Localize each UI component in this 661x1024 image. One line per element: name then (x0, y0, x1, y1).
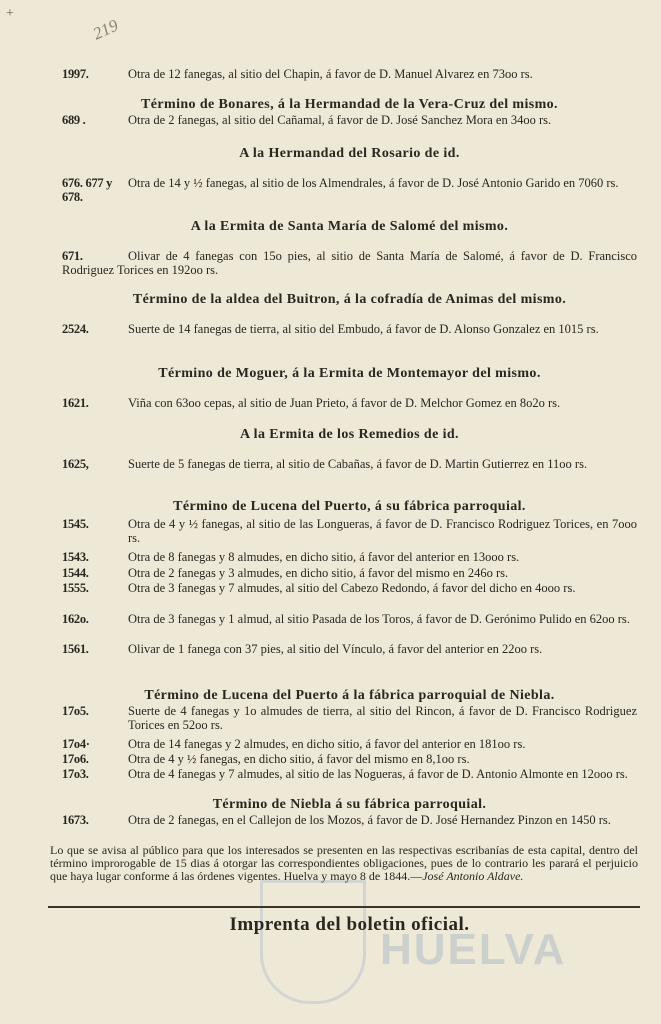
entry-number: 162o. (62, 612, 89, 626)
section-heading: Término de Niebla á su fábrica parroquial. (212, 797, 487, 812)
section-heading: Término de Lucena del Puerto, á su fábrica parroquial. (173, 499, 526, 514)
entry-1561 (62, 642, 637, 656)
entry-text: Otra de 8 fanegas y 8 almudes, en dicho sitio, á favor del anterior en 13ooo rs. (128, 550, 520, 564)
entry-1544 (62, 566, 637, 580)
notice-body: Lo que se avisa al público para que los interesados se presenten en las respectivas escribanías de esta capital, dentro del término improrogable de 15 dias á otorgar las correspondientes obligaciones, pues de lo contrario les parará el perjuicio que haya lugar conforme á las órdenes vigentes. Huelva y mayo 8 de 1844. (50, 843, 638, 884)
entry-number: 671. (62, 249, 83, 263)
entry-text: Viña con 63oo cepas, al sitio de Juan Prieto, á favor de D. Melchor Gomez en 8o2o rs. (128, 396, 561, 410)
entry-text: Otra de 14 fanegas y 2 almudes, en dicho sitio, á favor del anterior en 181oo rs. (128, 737, 526, 751)
entry-number: 1997. (62, 67, 89, 81)
entry-text: Suerte de 5 fanegas de tierra, al sitio de Cabañas, á favor de D. Martin Gutierrez en 11oo rs. (128, 457, 588, 471)
entry-1705 (62, 704, 637, 732)
entry-number: 17o5. (62, 704, 89, 718)
entry-1545 (62, 517, 637, 545)
entry-text: Otra de 2 fanegas, en el Callejon de los Mozos, á favor de D. José Hernandez Pinzon en 1450 rs. (128, 813, 611, 827)
entry-text: Olivar de 1 fanega con 37 pies, al sitio del Vínculo, á favor del anterior en 22oo rs. (128, 642, 543, 656)
section-heading: Término de Moguer, á la Ermita de Montemayor del mismo. (158, 366, 541, 381)
entry-number: 17o3. (62, 767, 89, 781)
section-heading: Término de Lucena del Puerto á la fábrica parroquial de Niebla. (144, 688, 555, 703)
entry-1555 (62, 581, 637, 595)
entry-689 (62, 113, 637, 127)
corner-mark: + (6, 6, 14, 21)
section-heading: Término de la aldea del Buitron, á la cofradía de Animas del mismo. (132, 292, 567, 307)
entry-text: Otra de 4 y ½ fanegas, en dicho sitio, á favor del mismo en 8,1oo rs. (128, 752, 470, 766)
entry-number: 1621. (62, 396, 89, 410)
entry-text: Suerte de 4 fanegas y 1o almudes de tierra, al sitio del Rincon, á favor de D. Francisco Rodriguez Torices en 52oo rs. (128, 704, 637, 732)
entry-1673 (62, 813, 637, 827)
entry-number: 1544. (62, 566, 89, 580)
entry-text: Otra de 4 y ½ fanegas, al sitio de las Longueras, á favor de D. Francisco Rodriguez Torices, en 7ooo rs. (128, 517, 637, 545)
entry-text: Otra de 2 fanegas, al sitio del Cañamal, á favor de D. José Sanchez Mora en 34oo rs. (128, 113, 552, 127)
entry-text: Otra de 3 fanegas y 1 almud, al sitio Pasada de los Toros, á favor de D. Gerónimo Pulido en 62oo rs. (128, 612, 630, 626)
entry-1621 (62, 396, 637, 410)
entry-number: 1545. (62, 517, 89, 531)
section-heading: A la Ermita de Santa María de Salomé del mismo. (190, 219, 509, 234)
entry-number: 17o6. (62, 752, 89, 766)
public-notice: Lo que se avisa al público para que los interesados se presenten en las respectivas escribanías de esta capital, dentro del término improrogable de 15 dias á otorgar las correspondientes obligaciones, pues de lo contrario les parará el perjuicio que haya lugar conforme á las órdenes vigentes. Huelva y mayo 8 de 1844.—José Antonio Aldave. (50, 843, 638, 884)
entry-number: 17o4· (62, 737, 90, 751)
folio-number: 219 (89, 15, 122, 44)
divider-rule (48, 906, 640, 908)
archive-watermark (250, 880, 650, 1020)
section-heading: Término de Bonares, á la Hermandad de la Vera-Cruz del mismo. (141, 97, 558, 112)
entry-text: Suerte de 14 fanegas de tierra, al sitio del Embudo, á favor de D. Alonso Gonzalez en 1015 rs. (128, 322, 599, 336)
section-heading: A la Ermita de los Remedios de id. (240, 427, 459, 442)
entry-1997 (62, 67, 637, 81)
entry-number: 1543. (62, 550, 89, 564)
entry-number: 676. 677 y 678. (62, 176, 113, 204)
entry-text: Otra de 3 fanegas y 7 almudes, al sitio del Cabezo Redondo, á favor del dicho en 4ooo rs. (128, 581, 576, 595)
entry-671 (62, 249, 637, 277)
entry-text: Otra de 2 fanegas y 3 almudes, en dicho sitio, á favor del mismo en 246o rs. (128, 566, 509, 580)
entry-number: 1555. (62, 581, 89, 595)
entry-1704 (62, 737, 637, 751)
entry-1620 (62, 612, 637, 626)
entry-text: Otra de 12 fanegas, al sitio del Chapin, á favor de D. Manuel Alvarez en 73oo rs. (128, 67, 533, 81)
notice-signature: José Antonio Aldave. (422, 869, 524, 884)
entry-text: Otra de 4 fanegas y 7 almudes, al sitio de las Nogueras, á favor de D. Antonio Almonte en 12ooo rs. (128, 767, 628, 781)
section-heading: A la Hermandad del Rosario de id. (239, 146, 460, 161)
entry-number: 1561. (62, 642, 89, 656)
entry-text: Otra de 14 y ½ fanegas, al sitio de los Almendrales, á favor de D. José Antonio Garido en 7060 rs. (128, 176, 619, 190)
entry-1543 (62, 550, 637, 564)
entry-1625 (62, 457, 637, 471)
entry-2524 (62, 322, 637, 336)
entry-text: Olivar de 4 fanegas con 15o pies, al sitio de Santa María de Salomé, á favor de D. Francisco Rodriguez Torices en 192oo rs. (62, 249, 637, 277)
shield-icon (260, 880, 366, 1004)
entry-number: 1625, (62, 457, 89, 471)
watermark-text: HUELVA (380, 925, 567, 974)
entry-number: 2524. (62, 322, 89, 336)
imprint-line: Imprenta del boletin oficial. (229, 914, 470, 935)
entry-number: 1673. (62, 813, 89, 827)
entry-676 (62, 176, 637, 204)
entry-number: 689 . (62, 113, 86, 127)
entry-1706 (62, 752, 637, 766)
entry-1703 (62, 767, 637, 781)
